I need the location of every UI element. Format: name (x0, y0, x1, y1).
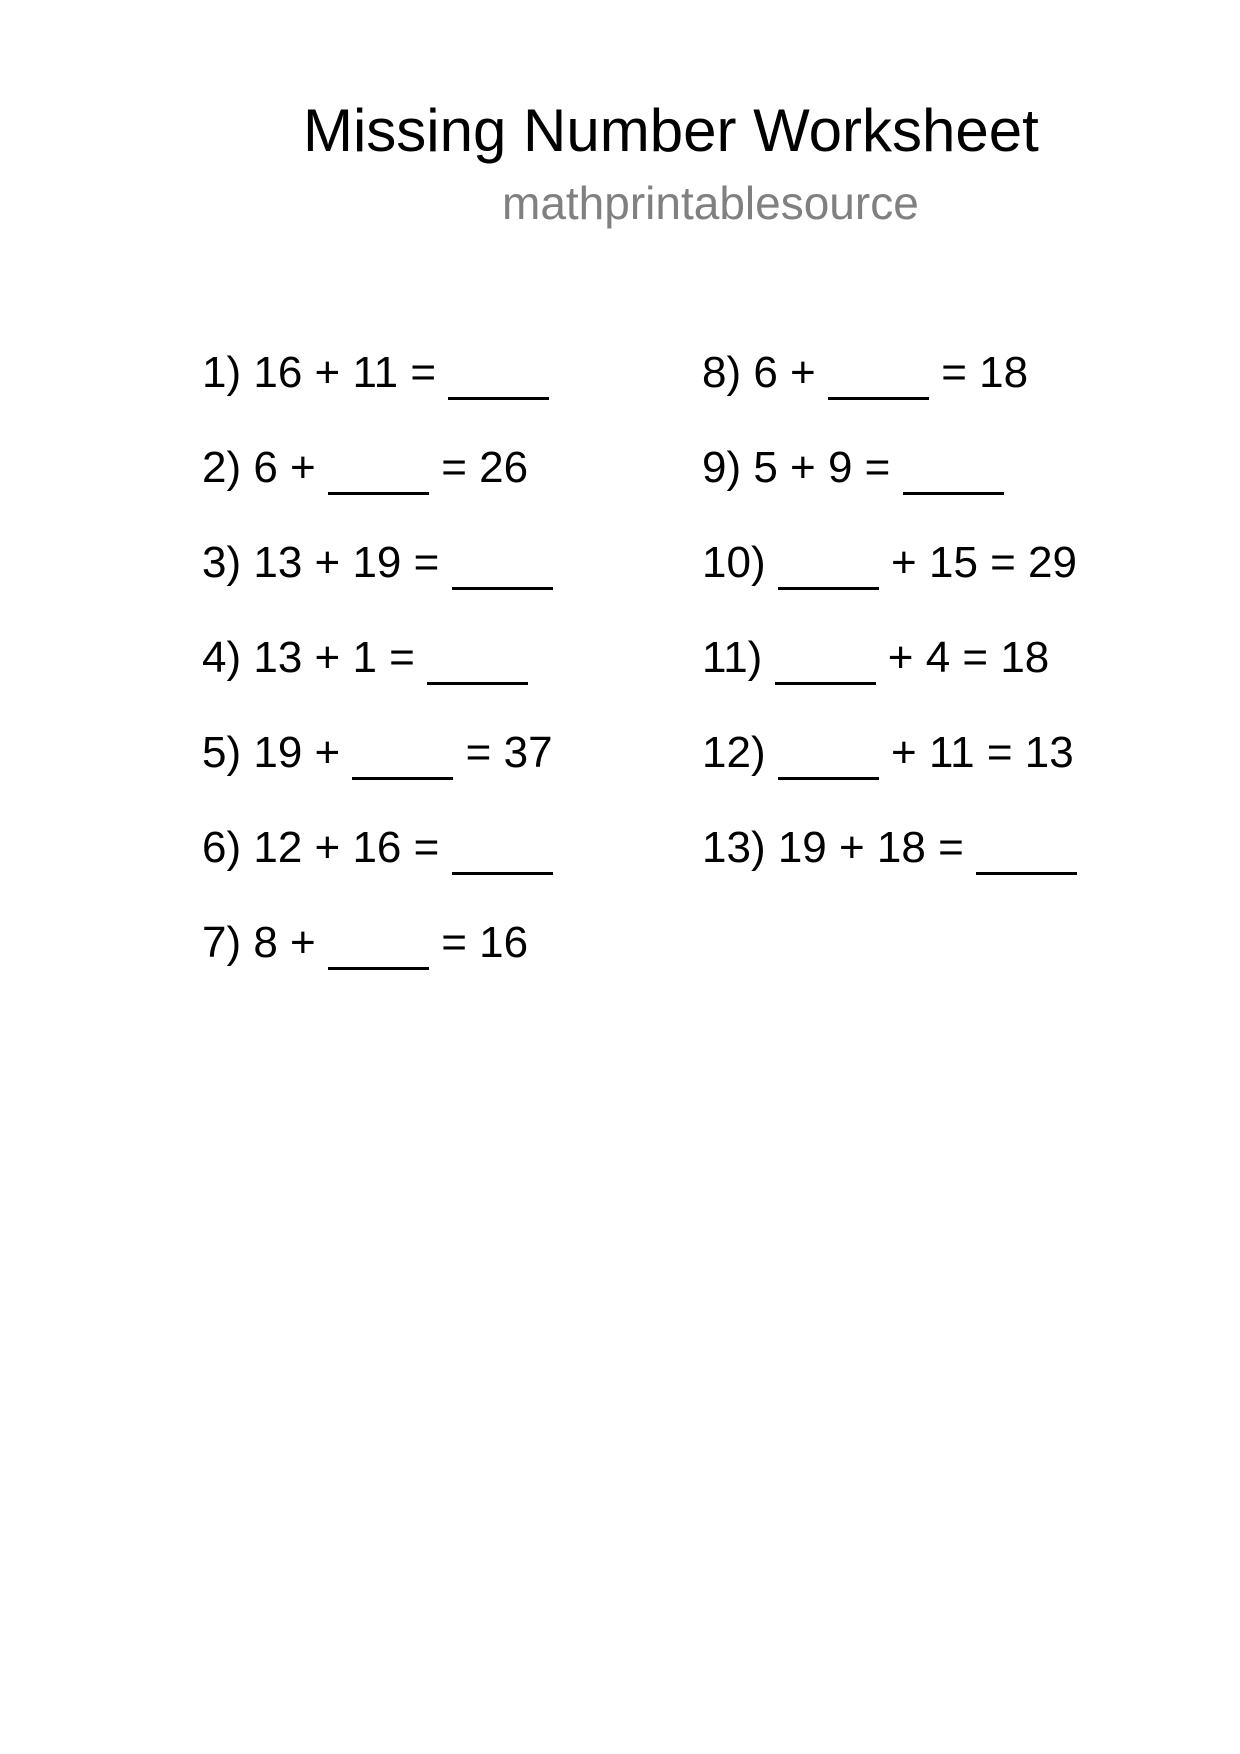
problem-expression-start: 16 + 11 = (253, 348, 449, 397)
answer-blank[interactable] (352, 731, 453, 775)
problem-expression-end: + 11 = 13 (878, 728, 1074, 777)
problem-6 (202, 823, 553, 872)
answer-blank[interactable] (778, 541, 879, 585)
problem-number: 4) (202, 633, 242, 682)
problem-number: 6) (202, 823, 242, 872)
problem-expression-end: = 16 (428, 918, 529, 967)
problem-4 (202, 633, 528, 682)
answer-blank[interactable] (448, 351, 549, 395)
problem-number: 7) (202, 918, 242, 967)
worksheet-source: mathprintablesource (502, 177, 919, 229)
answer-blank[interactable] (328, 921, 429, 965)
problem-expression-start: 6 + (753, 348, 828, 397)
problem-expression-start: 13 + 1 = (253, 633, 428, 682)
problem-expression-start: 6 + (253, 443, 328, 492)
problem-expression-start: 19 + (253, 728, 353, 777)
problem-expression-end: + 15 = 29 (878, 538, 1077, 587)
problem-number: 8) (702, 348, 742, 397)
problem-expression-end: + 4 = 18 (875, 633, 1050, 682)
problem-number: 12) (702, 728, 766, 777)
problem-number: 11) (702, 633, 763, 682)
problem-2 (202, 443, 529, 492)
answer-blank[interactable] (427, 636, 528, 680)
problem-expression-end: = 18 (928, 348, 1029, 397)
problem-9 (702, 443, 1004, 492)
problem-1 (202, 348, 549, 397)
problem-5 (202, 728, 553, 777)
problem-expression-start: 13 + 19 = (253, 538, 452, 587)
problem-number: 5) (202, 728, 242, 777)
problem-expression-start: 5 + 9 = (753, 443, 903, 492)
answer-blank[interactable] (778, 731, 879, 775)
problem-expression-end: = 37 (453, 728, 553, 777)
problem-3 (202, 538, 553, 587)
worksheet-title: Missing Number Worksheet (303, 97, 1039, 164)
problem-number: 10) (702, 538, 766, 587)
problem-expression-start: 19 + 18 = (777, 823, 976, 872)
answer-blank[interactable] (452, 541, 553, 585)
problem-number: 13) (702, 823, 766, 872)
problem-12 (702, 728, 1074, 777)
problem-7 (202, 918, 529, 967)
answer-blank[interactable] (452, 826, 553, 870)
problem-8 (702, 348, 1029, 397)
problem-number: 1) (202, 348, 242, 397)
problem-10 (702, 538, 1077, 587)
answer-blank[interactable] (828, 351, 929, 395)
answer-blank[interactable] (903, 446, 1004, 490)
answer-blank[interactable] (328, 446, 429, 490)
problem-number: 2) (202, 443, 242, 492)
problem-number: 9) (702, 443, 742, 492)
problem-number: 3) (202, 538, 242, 587)
answer-blank[interactable] (976, 826, 1077, 870)
problem-expression-end: = 26 (428, 443, 529, 492)
problem-expression-start: 8 + (253, 918, 328, 967)
problem-11 (702, 633, 1050, 682)
problem-13 (702, 823, 1077, 872)
answer-blank[interactable] (775, 636, 876, 680)
problem-expression-start: 12 + 16 = (253, 823, 452, 872)
